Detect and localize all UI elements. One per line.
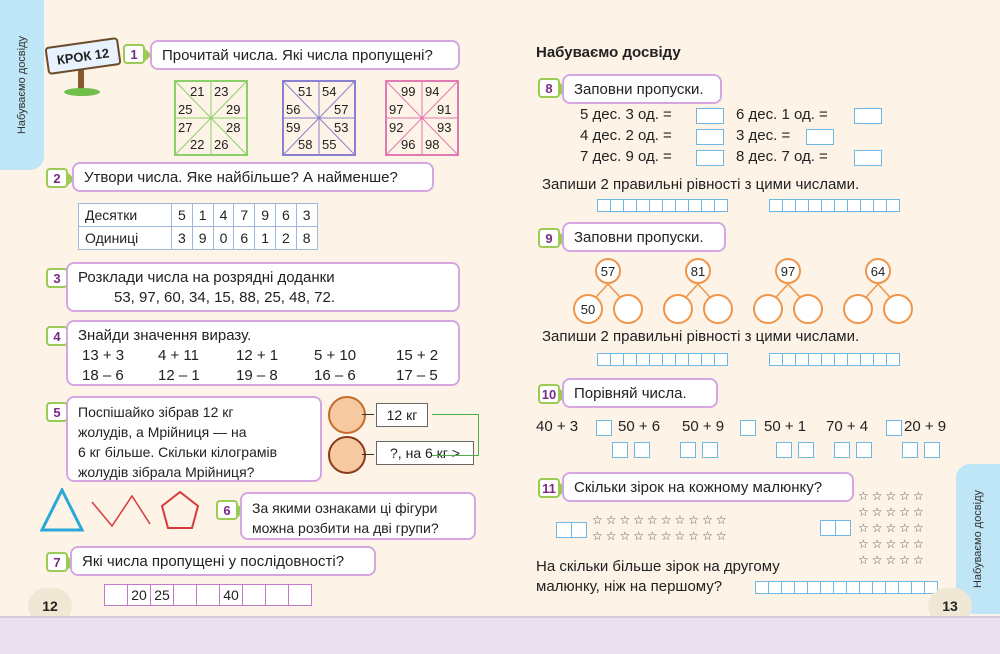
page-bottom-band xyxy=(0,616,1000,654)
zigzag-shape xyxy=(92,496,150,526)
label-12kg: 12 кг xyxy=(376,403,428,427)
task-9-number: 9 xyxy=(538,228,560,248)
number-grid-2: 51 54 56 57 59 53 58 55 xyxy=(282,80,356,156)
write-1-text: Запиши 2 правильні рівності з цими числами. xyxy=(542,176,860,193)
task-4-text: Знайди значення виразу. xyxy=(78,327,252,344)
label-question: ?, на 6 кг > xyxy=(376,441,474,465)
right-side-tab-label: Набуваємо досвіду xyxy=(972,489,984,589)
tree-2-top: 81 xyxy=(685,258,711,284)
tree-3-right xyxy=(793,294,823,324)
write-2-text: Запиши 2 правильні рівності з цими числами. xyxy=(542,328,860,345)
answer-cells-1a xyxy=(598,199,728,212)
boy-avatar xyxy=(328,396,366,434)
answer-cells-2a xyxy=(598,353,728,366)
stars-count-box-2 xyxy=(820,520,851,536)
task-3-box xyxy=(66,262,460,312)
triangle-shape xyxy=(42,490,82,530)
task-7-box: Які числа пропущені у послідовності? xyxy=(70,546,376,576)
answer-cells-1b xyxy=(770,199,900,212)
shapes-figures xyxy=(40,488,200,534)
task-10-number: 10 xyxy=(538,384,560,404)
task-11-number: 11 xyxy=(538,478,560,498)
task-3-numbers: 53, 97, 60, 34, 15, 88, 25, 48, 72. xyxy=(114,289,336,306)
right-heading: Набуваємо досвіду xyxy=(536,44,681,61)
task-7-number: 7 xyxy=(46,552,68,572)
tree-4-right xyxy=(883,294,913,324)
task-5-number: 5 xyxy=(46,402,68,422)
tree-3-top: 97 xyxy=(775,258,801,284)
task-3-text: Розклади числа на розрядні доданки xyxy=(78,269,335,286)
task-2-text: Утвори числа. Яке найбільше? А найменше? xyxy=(84,169,398,186)
task-2-box xyxy=(72,162,434,192)
right-page-number: 13 xyxy=(928,588,972,624)
tree-2-right xyxy=(703,294,733,324)
task-4-box: Знайди значення виразу. 13 + 3 4 + 11 12 + 1 5 + 10 15 + 2 18 – 6 12 – 1 19 – 8 16 – 6 17 – 5 xyxy=(66,320,460,386)
tree-1-left: 50 xyxy=(573,294,603,324)
task-3-number: 3 xyxy=(46,268,68,288)
task-2-number: 2 xyxy=(46,168,68,188)
task-1-number: 1 xyxy=(123,44,145,64)
step-badge: КРОК 12 xyxy=(46,38,118,96)
left-side-tab-label: Набуваємо досвіду xyxy=(16,35,28,135)
number-grid-3: 99 94 97 91 92 93 96 98 xyxy=(385,80,459,156)
number-grid-1: 21 23 25 29 27 28 22 26 xyxy=(174,80,248,156)
tree-4-top: 64 xyxy=(865,258,891,284)
stars-group-2: ☆☆☆☆☆ ☆☆☆☆☆ ☆☆☆☆☆ ☆☆☆☆☆ ☆☆☆☆☆ xyxy=(858,489,927,567)
task-11-box: Скільки зірок на кожному малюнку? xyxy=(562,472,854,502)
answer-cells-3 xyxy=(756,581,938,594)
stars-count-box-1 xyxy=(556,522,587,538)
digits-table: Десятки 5 1 4 7 9 6 3 Одиниці 3 9 0 6 1 2 8 xyxy=(78,203,318,250)
task-6-number: 6 xyxy=(216,500,238,520)
pentagon-shape xyxy=(162,492,198,528)
task-6-box: За якими ознаками ці фігури можна розбити на дві групи? xyxy=(240,492,476,540)
task-5-box: Поспішайко зібрав 12 кг жолудів, а Мрійниця — на 6 кг більше. Скільки кілограмів жолудів зібрала Мрійниця? xyxy=(66,396,322,482)
task-10-box: Порівняй числа. xyxy=(562,378,718,408)
tree-2-left xyxy=(663,294,693,324)
right-page: Набуваємо досвіду 8 Заповни пропуски. 5 дес. 3 од. = 6 дес. 1 од. = 4 дес. 2 од. = 3 дес. = 7 дес. 9 од. = 8 дес. 7 од. = Запиши 2 правильні рівності з цими числами. 9 Заповни пропуски. 57 81 97 64 50 Запиши 2 правильні рівності з цими числами. 10 Порівняй числа. 40 + 3 50 + 6 50 + 9 50 + 1 70 + 4 20 + 9 11 Скільки зірок на кожному малюнку? ☆☆☆☆☆☆☆☆☆☆ ☆☆☆☆☆☆☆☆☆☆ ☆☆☆☆☆ ☆☆☆☆☆ ☆☆☆☆☆ ☆☆☆☆☆ ☆☆☆☆☆ На скільки більше зірок на другому малюнку, ніж на першому? Набуваємо досвіду 13 xyxy=(500,0,1000,654)
girl-avatar xyxy=(328,436,366,474)
tree-4-left xyxy=(843,294,873,324)
left-page-number: 12 xyxy=(28,588,72,624)
tree-1-right xyxy=(613,294,643,324)
task-8-box: Заповни пропуски. xyxy=(562,74,722,104)
task-9-box: Заповни пропуски. xyxy=(562,222,726,252)
tree-3-left xyxy=(753,294,783,324)
task-4-number: 4 xyxy=(46,326,68,346)
sequence-row: 20 25 40 xyxy=(104,584,312,606)
answer-cells-2b xyxy=(770,353,900,366)
tree-1-top: 57 xyxy=(595,258,621,284)
task-8-number: 8 xyxy=(538,78,560,98)
task-1-text: Прочитай числа. Які числа пропущені? xyxy=(162,47,433,64)
stars-group-1: ☆☆☆☆☆☆☆☆☆☆ ☆☆☆☆☆☆☆☆☆☆ xyxy=(592,513,730,543)
task-1-box xyxy=(150,40,460,70)
left-side-tab xyxy=(0,0,44,170)
